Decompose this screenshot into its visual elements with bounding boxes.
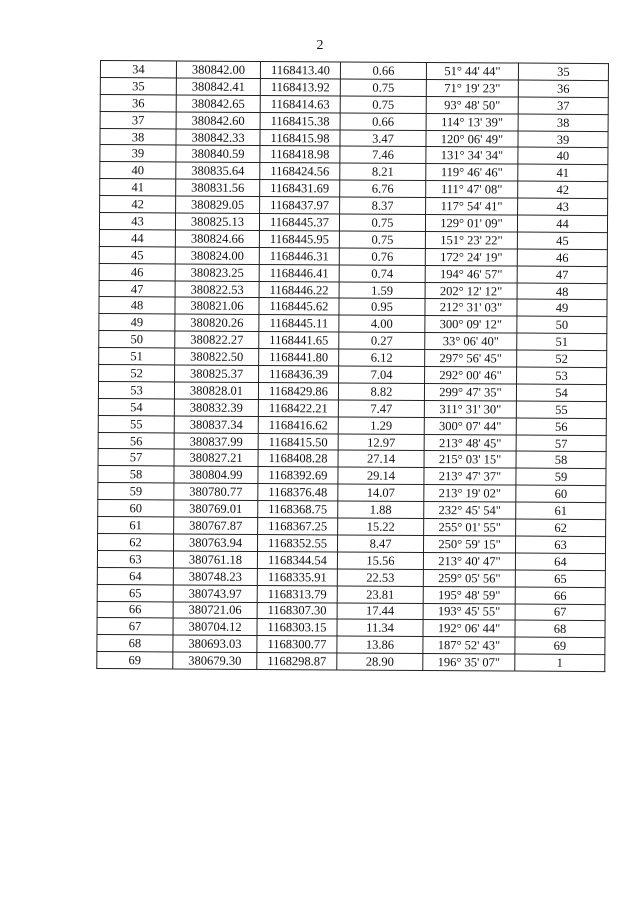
y-coordinate-cell: 1168408.28 bbox=[258, 450, 338, 467]
next-point-cell: 53 bbox=[517, 367, 607, 384]
point-number-cell: 65 bbox=[97, 584, 173, 601]
point-number-cell: 52 bbox=[99, 365, 175, 382]
distance-cell: 0.75 bbox=[339, 231, 425, 248]
bearing-cell: 299° 47' 35" bbox=[424, 383, 516, 400]
point-number-cell: 63 bbox=[97, 550, 173, 567]
x-coordinate-cell: 380763.94 bbox=[174, 534, 258, 551]
y-coordinate-cell: 1168303.15 bbox=[257, 619, 337, 636]
bearing-cell: 93° 48' 50" bbox=[426, 96, 518, 113]
bearing-cell: 213° 48' 45" bbox=[424, 434, 516, 451]
distance-cell: 8.21 bbox=[340, 163, 426, 180]
x-coordinate-cell: 380837.99 bbox=[174, 433, 258, 450]
next-point-cell: 60 bbox=[516, 485, 606, 502]
bearing-cell: 71° 19' 23" bbox=[426, 79, 518, 96]
next-point-cell: 1 bbox=[515, 654, 605, 671]
point-number-cell: 39 bbox=[100, 145, 176, 162]
bearing-cell: 119° 46' 46" bbox=[426, 164, 518, 181]
x-coordinate-cell: 380721.06 bbox=[173, 601, 257, 618]
bearing-cell: 33° 06' 40" bbox=[425, 333, 517, 350]
y-coordinate-cell: 1168368.75 bbox=[258, 501, 338, 518]
point-number-cell: 68 bbox=[97, 635, 173, 652]
y-coordinate-cell: 1168416.62 bbox=[258, 416, 338, 433]
distance-cell: 0.66 bbox=[340, 113, 426, 130]
y-coordinate-cell: 1168446.22 bbox=[259, 281, 339, 298]
x-coordinate-cell: 380842.65 bbox=[176, 95, 260, 112]
point-number-cell: 51 bbox=[99, 348, 175, 365]
point-number-cell: 46 bbox=[99, 263, 175, 280]
distance-cell: 12.97 bbox=[338, 434, 424, 451]
next-point-cell: 69 bbox=[515, 637, 605, 654]
distance-cell: 6.76 bbox=[340, 180, 426, 197]
point-number-cell: 59 bbox=[98, 483, 174, 500]
distance-cell: 28.90 bbox=[337, 653, 423, 670]
distance-cell: 0.27 bbox=[339, 332, 425, 349]
y-coordinate-cell: 1168414.63 bbox=[260, 95, 340, 112]
point-number-cell: 57 bbox=[98, 449, 174, 466]
y-coordinate-cell: 1168422.21 bbox=[258, 399, 338, 416]
point-number-cell: 43 bbox=[99, 213, 175, 230]
x-coordinate-cell: 380828.01 bbox=[174, 382, 258, 399]
x-coordinate-cell: 380840.59 bbox=[176, 145, 260, 162]
point-number-cell: 56 bbox=[98, 432, 174, 449]
x-coordinate-cell: 380804.99 bbox=[174, 466, 258, 483]
next-point-cell: 41 bbox=[518, 164, 608, 181]
point-number-cell: 45 bbox=[99, 246, 175, 263]
next-point-cell: 59 bbox=[516, 468, 606, 485]
x-coordinate-cell: 380693.03 bbox=[173, 635, 257, 652]
next-point-cell: 46 bbox=[517, 249, 607, 266]
x-coordinate-cell: 380679.30 bbox=[173, 652, 257, 669]
next-point-cell: 68 bbox=[515, 620, 605, 637]
point-number-cell: 53 bbox=[98, 381, 174, 398]
next-point-cell: 45 bbox=[517, 232, 607, 249]
x-coordinate-cell: 380743.97 bbox=[173, 585, 257, 602]
point-number-cell: 67 bbox=[97, 618, 173, 635]
y-coordinate-cell: 1168367.25 bbox=[258, 518, 338, 535]
x-coordinate-cell: 380832.39 bbox=[174, 399, 258, 416]
next-point-cell: 36 bbox=[518, 80, 608, 97]
bearing-cell: 192° 06' 44" bbox=[423, 620, 515, 637]
distance-cell: 13.86 bbox=[337, 636, 423, 653]
x-coordinate-cell: 380827.21 bbox=[174, 449, 258, 466]
distance-cell: 0.66 bbox=[340, 62, 426, 79]
y-coordinate-cell: 1168424.56 bbox=[260, 163, 340, 180]
distance-cell: 11.34 bbox=[337, 619, 423, 636]
bearing-cell: 172° 24' 19" bbox=[425, 248, 517, 265]
next-point-cell: 48 bbox=[517, 283, 607, 300]
point-number-cell: 44 bbox=[99, 229, 175, 246]
point-number-cell: 61 bbox=[98, 517, 174, 534]
next-point-cell: 38 bbox=[518, 114, 608, 131]
x-coordinate-cell: 380820.26 bbox=[175, 314, 259, 331]
page-number: 2 bbox=[316, 38, 324, 53]
distance-cell: 14.07 bbox=[338, 484, 424, 501]
distance-cell: 1.59 bbox=[339, 282, 425, 299]
point-number-cell: 42 bbox=[100, 196, 176, 213]
y-coordinate-cell: 1168431.69 bbox=[260, 180, 340, 197]
bearing-cell: 300° 09' 12" bbox=[425, 316, 517, 333]
y-coordinate-cell: 1168352.55 bbox=[258, 534, 338, 551]
distance-cell: 0.76 bbox=[339, 248, 425, 265]
bearing-cell: 300° 07' 44" bbox=[424, 417, 516, 434]
bearing-cell: 311° 31' 30" bbox=[424, 400, 516, 417]
y-coordinate-cell: 1168445.11 bbox=[259, 315, 339, 332]
bearing-cell: 213° 19' 02" bbox=[424, 485, 516, 502]
point-number-cell: 38 bbox=[100, 128, 176, 145]
coordinates-table-body bbox=[97, 61, 609, 672]
point-number-cell: 40 bbox=[100, 162, 176, 179]
y-coordinate-cell: 1168445.37 bbox=[259, 213, 339, 230]
next-point-cell: 58 bbox=[516, 452, 606, 469]
y-coordinate-cell: 1168298.87 bbox=[257, 653, 337, 670]
bearing-cell: 212° 31' 03" bbox=[425, 299, 517, 316]
x-coordinate-cell: 380823.25 bbox=[175, 264, 259, 281]
next-point-cell: 35 bbox=[518, 63, 608, 80]
bearing-cell: 213° 40' 47" bbox=[423, 552, 515, 569]
distance-cell: 0.75 bbox=[340, 96, 426, 113]
next-point-cell: 42 bbox=[518, 181, 608, 198]
x-coordinate-cell: 380767.87 bbox=[174, 517, 258, 534]
x-coordinate-cell: 380822.53 bbox=[175, 281, 259, 298]
distance-cell: 1.88 bbox=[338, 501, 424, 518]
point-number-cell: 66 bbox=[97, 601, 173, 618]
point-number-cell: 55 bbox=[98, 415, 174, 432]
y-coordinate-cell: 1168445.95 bbox=[259, 230, 339, 247]
distance-cell: 6.12 bbox=[339, 349, 425, 366]
distance-cell: 27.14 bbox=[338, 450, 424, 467]
next-point-cell: 39 bbox=[518, 131, 608, 148]
distance-cell: 29.14 bbox=[338, 467, 424, 484]
y-coordinate-cell: 1168335.91 bbox=[257, 568, 337, 585]
y-coordinate-cell: 1168344.54 bbox=[257, 551, 337, 568]
next-point-cell: 43 bbox=[518, 198, 608, 215]
x-coordinate-cell: 380825.13 bbox=[175, 213, 259, 230]
distance-cell: 1.29 bbox=[338, 417, 424, 434]
point-number-cell: 58 bbox=[98, 466, 174, 483]
x-coordinate-cell: 380837.34 bbox=[174, 416, 258, 433]
y-coordinate-cell: 1168415.50 bbox=[258, 433, 338, 450]
y-coordinate-cell: 1168445.62 bbox=[259, 298, 339, 315]
point-number-cell: 64 bbox=[97, 567, 173, 584]
y-coordinate-cell: 1168413.92 bbox=[260, 78, 340, 95]
distance-cell: 0.74 bbox=[339, 265, 425, 282]
distance-cell: 0.95 bbox=[339, 298, 425, 315]
next-point-cell: 37 bbox=[518, 97, 608, 114]
y-coordinate-cell: 1168429.86 bbox=[258, 382, 338, 399]
distance-cell: 22.53 bbox=[337, 569, 423, 586]
y-coordinate-cell: 1168307.30 bbox=[257, 602, 337, 619]
x-coordinate-cell: 380842.41 bbox=[176, 78, 260, 95]
distance-cell: 7.46 bbox=[340, 146, 426, 163]
distance-cell: 3.47 bbox=[340, 130, 426, 147]
y-coordinate-cell: 1168437.97 bbox=[260, 197, 340, 214]
bearing-cell: 114° 13' 39" bbox=[426, 113, 518, 130]
point-number-cell: 48 bbox=[99, 297, 175, 314]
bearing-cell: 193° 45' 55" bbox=[423, 603, 515, 620]
next-point-cell: 61 bbox=[516, 502, 606, 519]
bearing-cell: 120° 06' 49" bbox=[426, 130, 518, 147]
x-coordinate-cell: 380748.23 bbox=[173, 568, 257, 585]
x-coordinate-cell: 380821.06 bbox=[175, 297, 259, 314]
x-coordinate-cell: 380704.12 bbox=[173, 618, 257, 635]
x-coordinate-cell: 380761.18 bbox=[173, 551, 257, 568]
y-coordinate-cell: 1168300.77 bbox=[257, 636, 337, 653]
point-number-cell: 34 bbox=[100, 61, 176, 78]
next-point-cell: 47 bbox=[517, 266, 607, 283]
bearing-cell: 297° 56' 45" bbox=[425, 350, 517, 367]
y-coordinate-cell: 1168446.41 bbox=[259, 264, 339, 281]
coordinates-table bbox=[96, 60, 609, 672]
bearing-cell: 51° 44' 44" bbox=[426, 62, 518, 79]
next-point-cell: 62 bbox=[516, 519, 606, 536]
next-point-cell: 55 bbox=[516, 401, 606, 418]
distance-cell: 0.75 bbox=[340, 79, 426, 96]
point-number-cell: 54 bbox=[98, 398, 174, 415]
bearing-cell: 129° 01' 09" bbox=[425, 215, 517, 232]
x-coordinate-cell: 380842.00 bbox=[176, 61, 260, 78]
x-coordinate-cell: 380822.27 bbox=[175, 331, 259, 348]
distance-cell: 8.47 bbox=[338, 535, 424, 552]
x-coordinate-cell: 380780.77 bbox=[174, 483, 258, 500]
next-point-cell: 67 bbox=[515, 604, 605, 621]
x-coordinate-cell: 380842.33 bbox=[176, 129, 260, 146]
bearing-cell: 151° 23' 22" bbox=[425, 231, 517, 248]
point-number-cell: 37 bbox=[100, 111, 176, 128]
x-coordinate-cell: 380835.64 bbox=[176, 162, 260, 179]
next-point-cell: 63 bbox=[515, 536, 605, 553]
point-number-cell: 69 bbox=[97, 652, 173, 669]
table-row bbox=[97, 652, 605, 672]
bearing-cell: 259° 05' 56" bbox=[423, 569, 515, 586]
distance-cell: 17.44 bbox=[337, 602, 423, 619]
x-coordinate-cell: 380825.37 bbox=[175, 365, 259, 382]
next-point-cell: 49 bbox=[517, 300, 607, 317]
point-number-cell: 49 bbox=[99, 314, 175, 331]
x-coordinate-cell: 380842.60 bbox=[176, 112, 260, 129]
distance-cell: 15.22 bbox=[338, 518, 424, 535]
next-point-cell: 44 bbox=[517, 215, 607, 232]
y-coordinate-cell: 1168418.98 bbox=[260, 146, 340, 163]
bearing-cell: 250° 59' 15" bbox=[423, 535, 515, 552]
distance-cell: 8.37 bbox=[340, 197, 426, 214]
y-coordinate-cell: 1168441.65 bbox=[259, 332, 339, 349]
y-coordinate-cell: 1168415.38 bbox=[260, 112, 340, 129]
bearing-cell: 215° 03' 15" bbox=[424, 451, 516, 468]
point-number-cell: 47 bbox=[99, 280, 175, 297]
next-point-cell: 54 bbox=[516, 384, 606, 401]
distance-cell: 7.04 bbox=[339, 366, 425, 383]
bearing-cell: 111° 47' 08" bbox=[426, 181, 518, 198]
bearing-cell: 202° 12' 12" bbox=[425, 282, 517, 299]
y-coordinate-cell: 1168441.80 bbox=[259, 349, 339, 366]
bearing-cell: 187° 52' 43" bbox=[423, 637, 515, 654]
bearing-cell: 213° 47' 37" bbox=[424, 468, 516, 485]
distance-cell: 23.81 bbox=[337, 586, 423, 603]
y-coordinate-cell: 1168413.40 bbox=[260, 61, 340, 78]
x-coordinate-cell: 380769.01 bbox=[174, 500, 258, 517]
y-coordinate-cell: 1168392.69 bbox=[258, 467, 338, 484]
x-coordinate-cell: 380824.66 bbox=[175, 230, 259, 247]
bearing-cell: 117° 54' 41" bbox=[426, 198, 518, 215]
point-number-cell: 36 bbox=[100, 94, 176, 111]
x-coordinate-cell: 380822.50 bbox=[175, 348, 259, 365]
next-point-cell: 57 bbox=[516, 435, 606, 452]
point-number-cell: 41 bbox=[100, 179, 176, 196]
distance-cell: 7.47 bbox=[338, 400, 424, 417]
point-number-cell: 35 bbox=[100, 77, 176, 94]
next-point-cell: 56 bbox=[516, 418, 606, 435]
point-number-cell: 60 bbox=[98, 500, 174, 517]
bearing-cell: 131° 34' 34" bbox=[426, 147, 518, 164]
point-number-cell: 62 bbox=[98, 533, 174, 550]
distance-cell: 15.56 bbox=[337, 552, 423, 569]
x-coordinate-cell: 380824.00 bbox=[175, 247, 259, 264]
bearing-cell: 196° 35' 07" bbox=[423, 654, 515, 671]
distance-cell: 4.00 bbox=[339, 315, 425, 332]
bearing-cell: 232° 45' 54" bbox=[424, 502, 516, 519]
next-point-cell: 40 bbox=[518, 148, 608, 165]
next-point-cell: 52 bbox=[517, 350, 607, 367]
x-coordinate-cell: 380831.56 bbox=[176, 179, 260, 196]
bearing-cell: 292° 00' 46" bbox=[425, 367, 517, 384]
y-coordinate-cell: 1168313.79 bbox=[257, 585, 337, 602]
y-coordinate-cell: 1168446.31 bbox=[259, 247, 339, 264]
y-coordinate-cell: 1168436.39 bbox=[259, 366, 339, 383]
x-coordinate-cell: 380829.05 bbox=[176, 196, 260, 213]
next-point-cell: 65 bbox=[515, 570, 605, 587]
next-point-cell: 66 bbox=[515, 587, 605, 604]
bearing-cell: 195° 48' 59" bbox=[423, 586, 515, 603]
next-point-cell: 50 bbox=[517, 316, 607, 333]
point-number-cell: 50 bbox=[99, 331, 175, 348]
next-point-cell: 51 bbox=[517, 333, 607, 350]
bearing-cell: 194° 46' 57" bbox=[425, 265, 517, 282]
distance-cell: 0.75 bbox=[339, 214, 425, 231]
y-coordinate-cell: 1168415.98 bbox=[260, 129, 340, 146]
next-point-cell: 64 bbox=[515, 553, 605, 570]
y-coordinate-cell: 1168376.48 bbox=[258, 484, 338, 501]
bearing-cell: 255° 01' 55" bbox=[424, 519, 516, 536]
distance-cell: 8.82 bbox=[338, 383, 424, 400]
